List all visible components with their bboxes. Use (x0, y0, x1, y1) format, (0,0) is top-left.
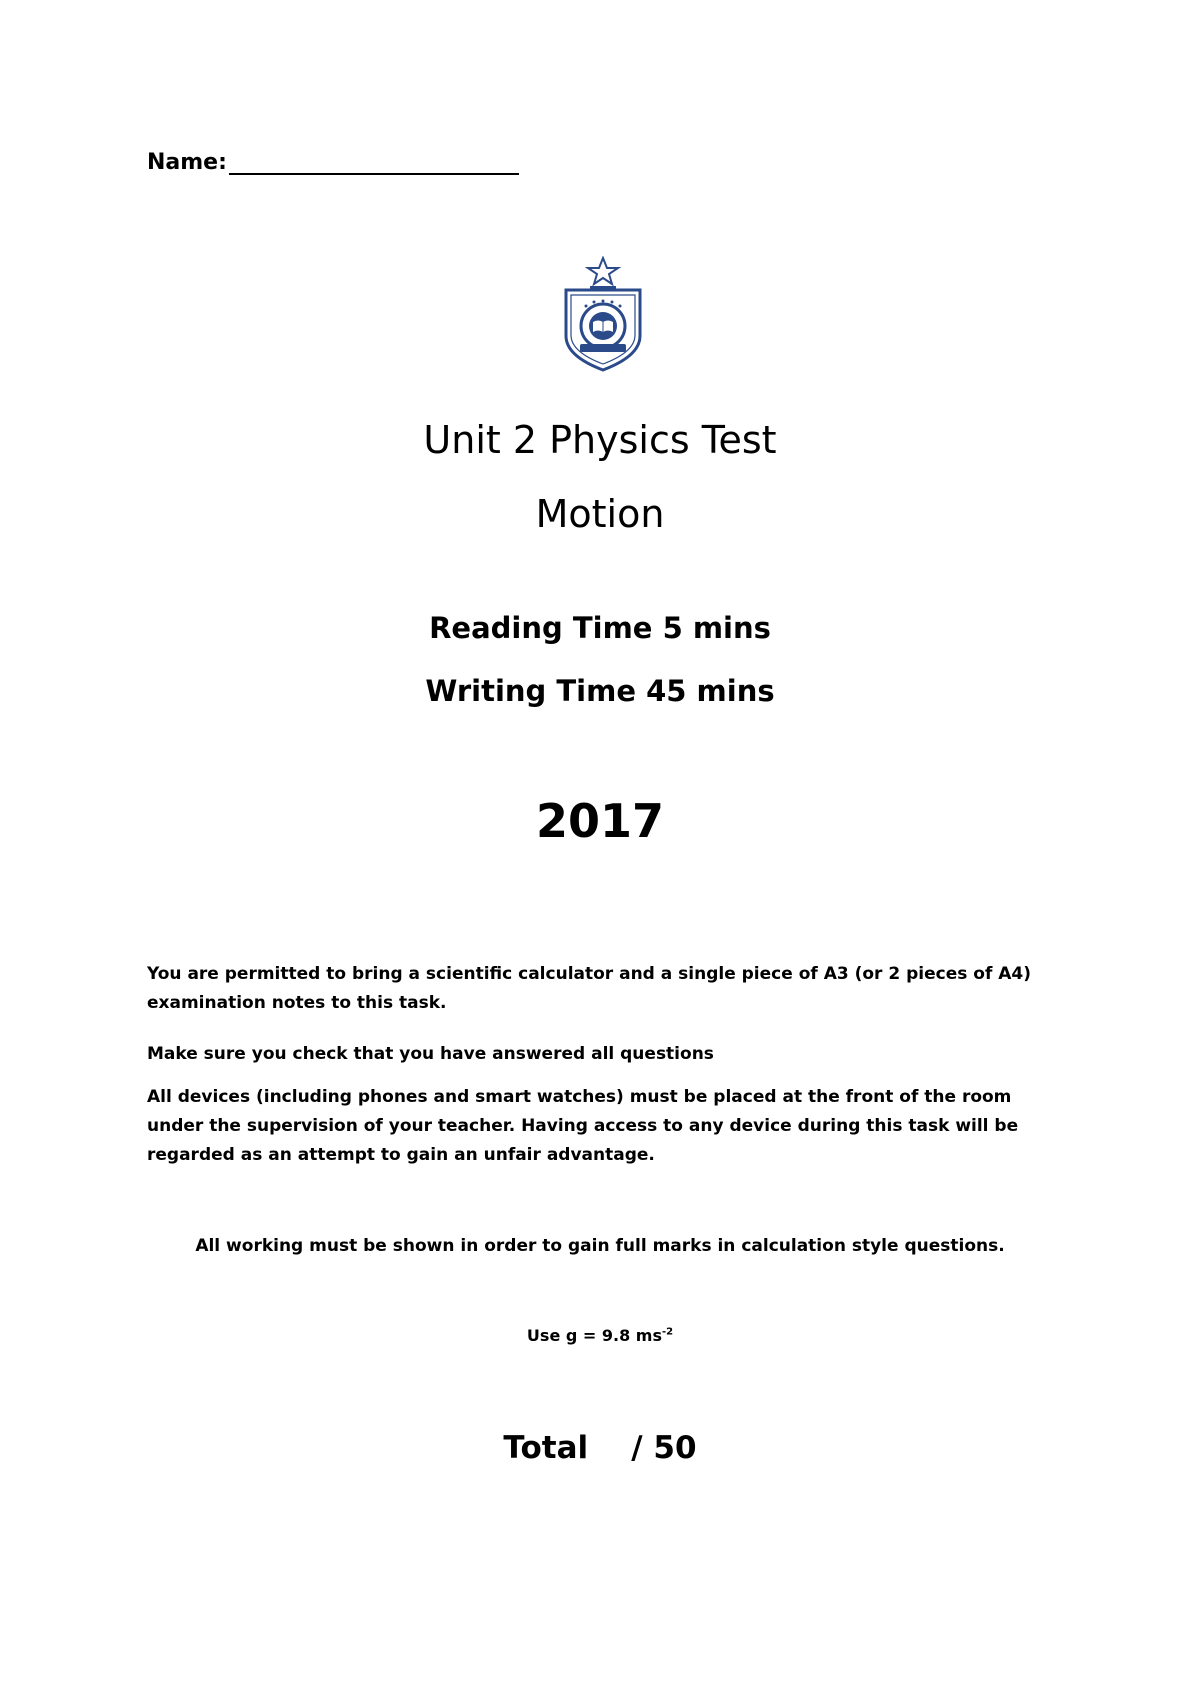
devices-instruction: All devices (including phones and smart watches) must be placed at the front of the room under the supervision of your teacher. Having access to any device during this task will be regarded as an attempt to gain an unfair advantage. (147, 1087, 1019, 1165)
exam-year: 2017 (535, 794, 665, 848)
gravity-label: Use g = 9.8 ms (526, 1326, 662, 1345)
total-out-of: / 50 (631, 1430, 697, 1466)
school-crest-icon (560, 256, 646, 372)
total-marks (0, 1430, 1200, 1466)
name-field (147, 150, 519, 175)
calculator-instruction: You are permitted to bring a scientific calculator and a single piece of A3 (or 2 pieces of A4) examination notes to this task. (147, 964, 1032, 1013)
total-label: Total (503, 1430, 589, 1466)
writing-time: Writing Time 45 mins (425, 674, 775, 708)
name-label: Name: (147, 150, 227, 175)
gravity-exponent: -2 (661, 1326, 674, 1338)
check-instruction: Make sure you check that you have answered all questions (147, 1044, 714, 1064)
working-instruction: All working must be shown in order to gain full marks in calculation style questions. (195, 1236, 1005, 1256)
gravity-constant (0, 1326, 1200, 1345)
test-subtitle: Motion (535, 492, 665, 536)
name-blank-line (229, 151, 519, 175)
test-title: Unit 2 Physics Test (423, 418, 777, 462)
reading-time: Reading Time 5 mins (429, 611, 771, 645)
